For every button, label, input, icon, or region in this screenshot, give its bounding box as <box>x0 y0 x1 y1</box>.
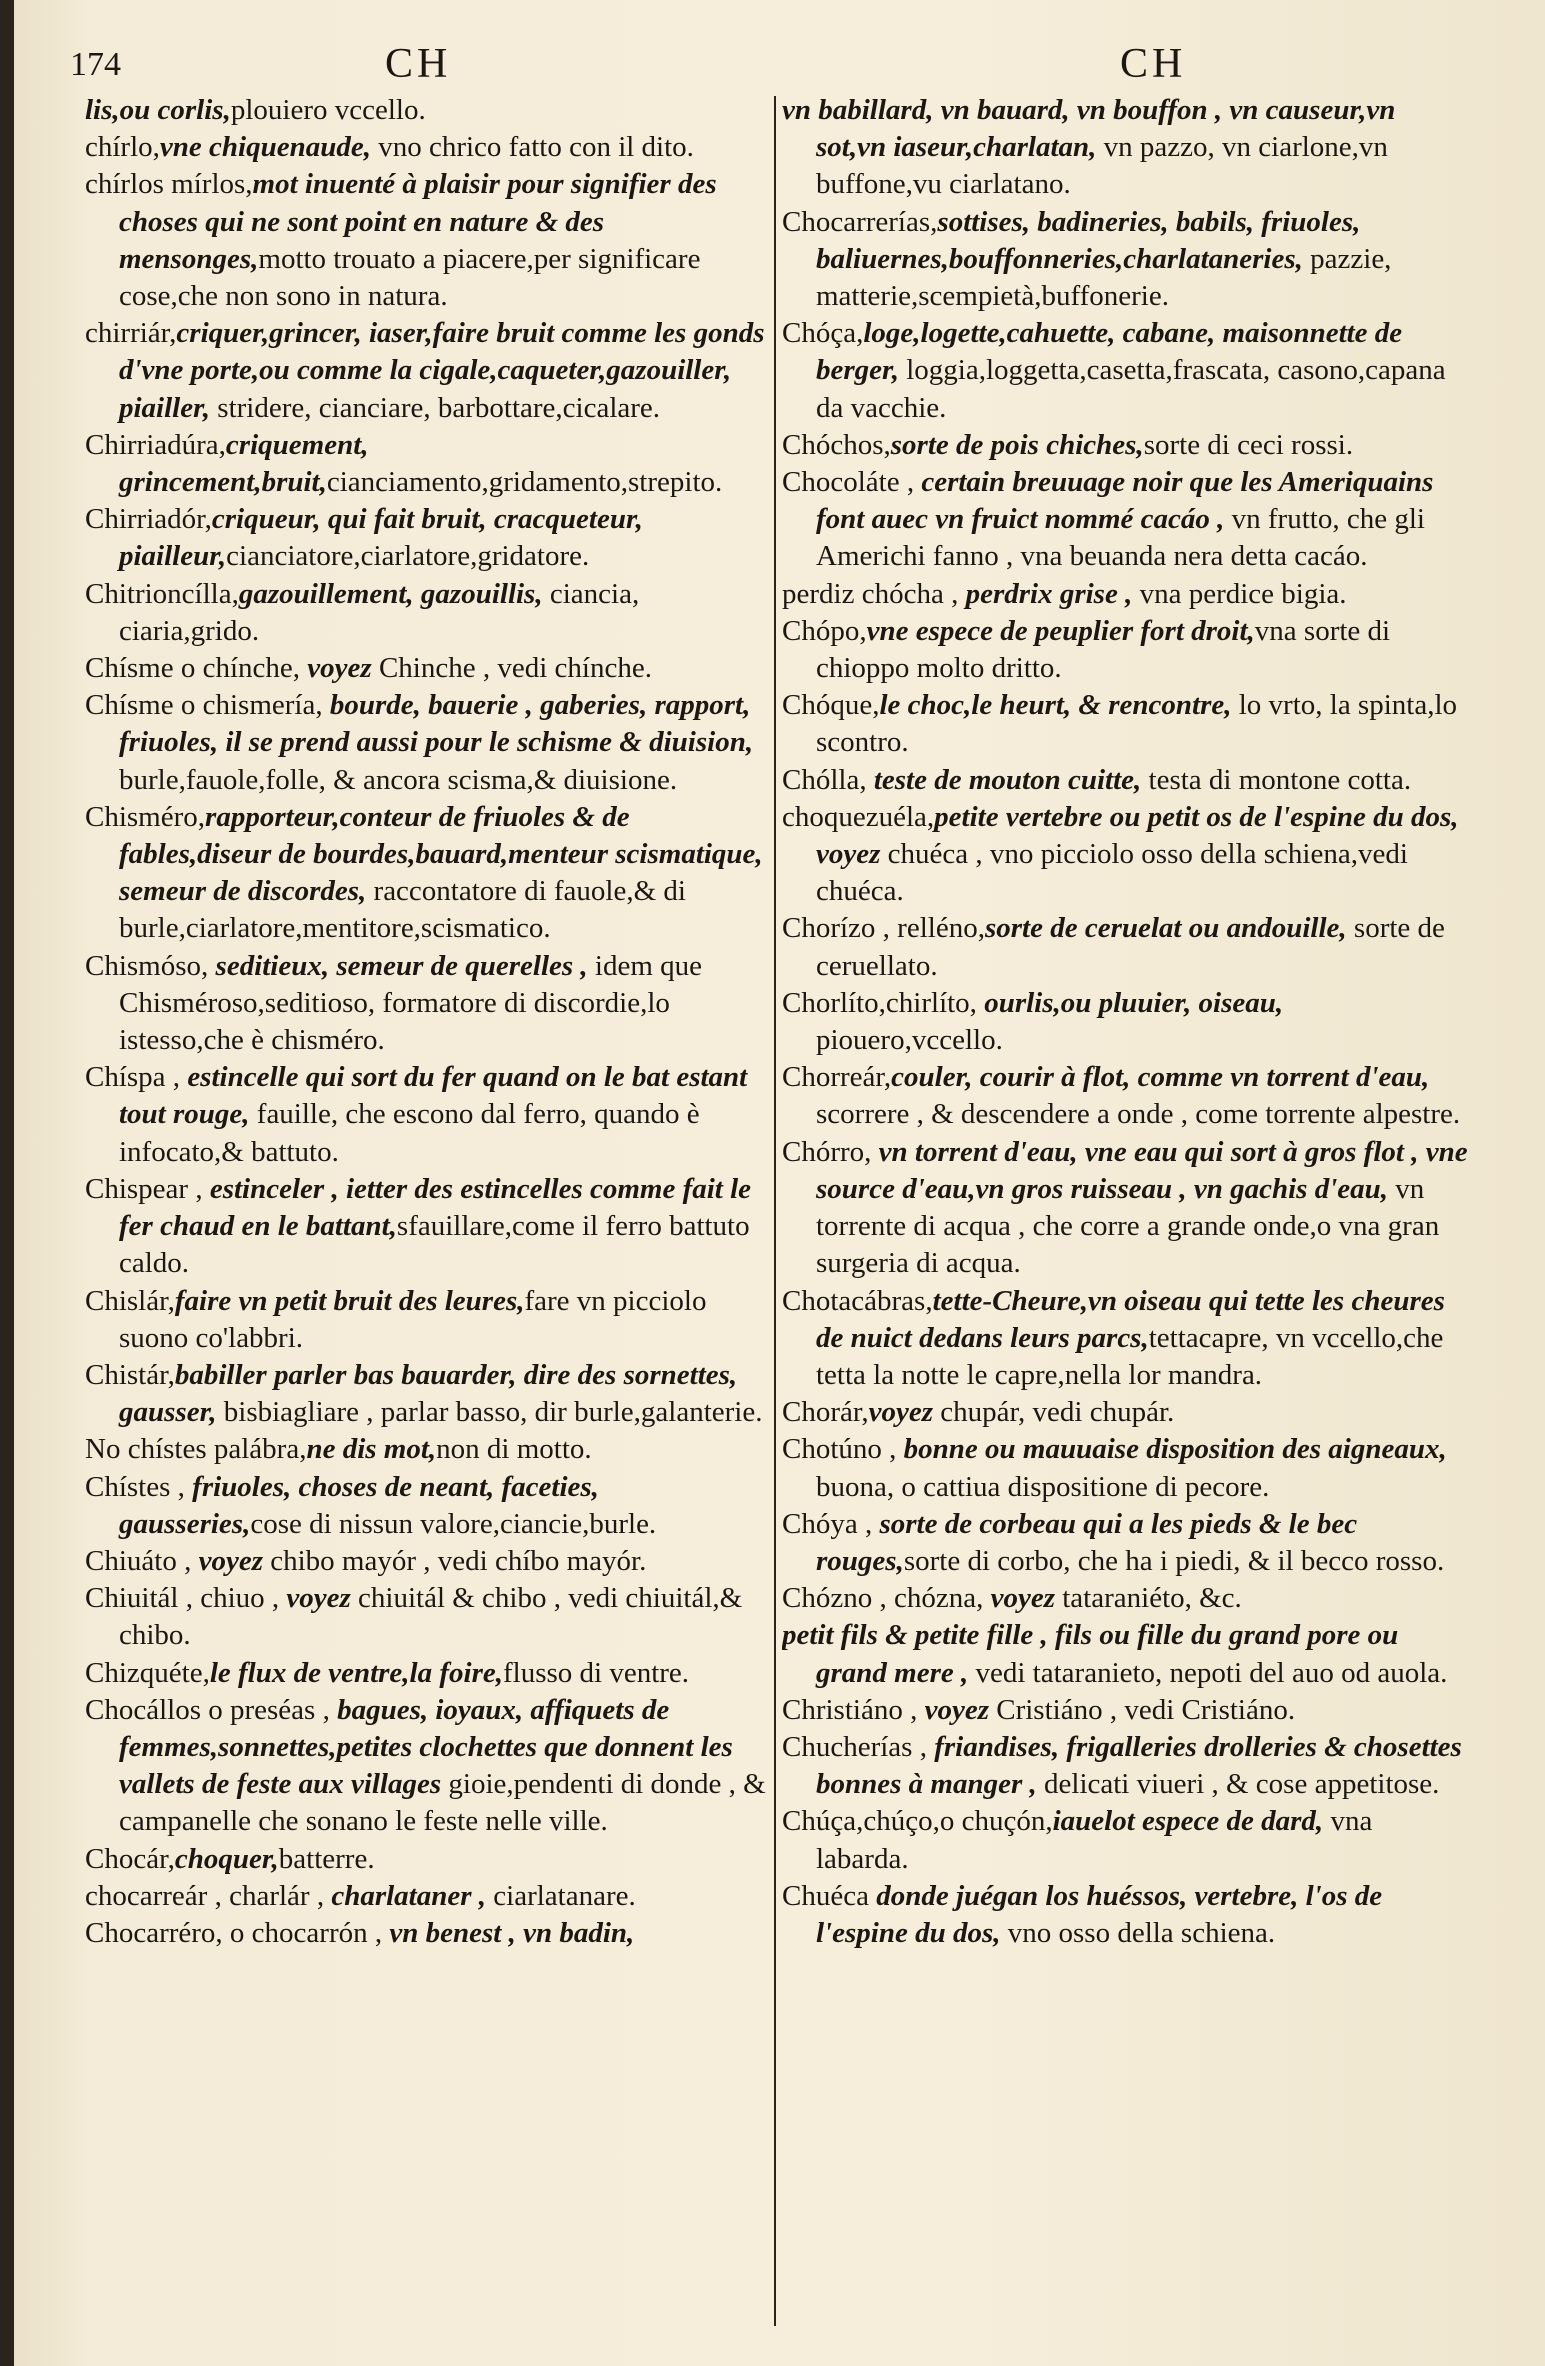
dictionary-entry <box>85 315 770 427</box>
entry-headword: Chitrioncílla, <box>85 577 239 610</box>
entry-headword: Chorlíto,chirlíto, <box>782 986 985 1019</box>
dictionary-entry <box>782 427 1472 464</box>
entry-italian-gloss: vno osso della schiena. <box>1000 1916 1276 1949</box>
entry-italian-gloss: delicati viueri , & cose appetitose. <box>1036 1768 1440 1801</box>
dictionary-entry <box>85 1580 770 1654</box>
dictionary-entry <box>782 1729 1472 1803</box>
dictionary-entry <box>782 1059 1472 1133</box>
entry-italian-gloss: vna perdice bigia. <box>1132 577 1347 610</box>
dictionary-entry <box>782 1134 1472 1283</box>
entry-headword: Chotúno , <box>782 1433 904 1466</box>
entry-french-gloss: iauelot espece de dard, <box>1052 1805 1324 1838</box>
entry-italian-gloss: pazzie, matterie,scempietà,buffonerie. <box>816 242 1392 313</box>
entry-french-gloss: voyez <box>307 652 372 685</box>
entry-headword: Chocár, <box>85 1842 175 1875</box>
entry-italian-gloss: fare vn picciolo suono co'labbri. <box>119 1284 707 1354</box>
entry-italian-gloss: gioie,pendenti di donde , & campanelle che sonano le feste nelle ville. <box>119 1768 766 1838</box>
left-column <box>85 92 770 2342</box>
entry-italian-gloss: tataraniéto, &c. <box>1055 1582 1242 1615</box>
dictionary-entry <box>85 1059 770 1171</box>
dictionary-entry <box>782 315 1472 427</box>
entry-headword: choquezuéla, <box>782 800 935 833</box>
entry-french-gloss: vne espece de peuplier fort droit, <box>866 614 1255 647</box>
entry-french-gloss: mot inuenté à plaisir pour signifier des choses qui ne sont point en nature & des mensonges, <box>119 168 717 275</box>
entry-headword: Chizquéte, <box>85 1656 210 1689</box>
entry-italian-gloss: plouiero vccello. <box>230 94 426 126</box>
entry-french-gloss: estinceler , ietter des estincelles comme fait le fer chaud en le battant, <box>119 1172 752 1243</box>
entry-french-gloss: voyez <box>990 1582 1055 1615</box>
entry-headword: Chiuáto , <box>85 1544 199 1577</box>
entry-french-gloss: voyez <box>924 1693 989 1726</box>
entry-french-gloss: rapporteur,conteur de friuoles & de fables,diseur de bourdes,bauard,menteur scismatique, semeur de discordes, <box>119 800 763 908</box>
dictionary-entry <box>782 1431 1472 1505</box>
dictionary-entry <box>85 1878 770 1915</box>
entry-italian-gloss: chiuitál & chibo , vedi chiuitál,& chibo. <box>119 1582 743 1652</box>
entry-headword: Chístes , <box>85 1470 193 1503</box>
entry-french-gloss: tette-Cheure,vn oiseau qui tette les cheures de nuict dedans leurs parcs, <box>816 1284 1445 1354</box>
entry-italian-gloss: piouero,vccello. <box>816 1024 1003 1057</box>
entry-italian-gloss: cose di nissun valore,ciancie,burle. <box>250 1507 657 1540</box>
entry-italian-gloss: sorte di corbo, che ha i piedi, & il becco rosso. <box>903 1544 1445 1577</box>
entry-headword: Chirriadúra, <box>85 428 226 461</box>
dictionary-entry <box>782 576 1472 613</box>
entry-italian-gloss: sfauillare,come il ferro battuto caldo. <box>119 1210 750 1280</box>
dictionary-entry <box>85 1357 770 1431</box>
dictionary-entry <box>782 613 1472 687</box>
dictionary-entry <box>782 762 1472 799</box>
entry-headword: Chislár, <box>85 1284 175 1317</box>
dictionary-entry <box>85 1543 770 1580</box>
entry-headword: Chíspa , <box>85 1061 188 1094</box>
entry-headword: Chisméro, <box>85 800 206 833</box>
dictionary-entry <box>85 1841 770 1878</box>
dictionary-entry <box>85 1692 770 1841</box>
entry-french-gloss: estincelle qui sort du fer quand on le bat estant tout rouge, <box>119 1061 748 1131</box>
entry-french-gloss: perdrix grise , <box>965 577 1133 610</box>
entry-french-gloss: charlataner , <box>331 1879 487 1912</box>
entry-headword: Chózno , chózna, <box>782 1582 991 1615</box>
left-running-head: CH <box>385 41 452 87</box>
entry-french-gloss: sorte de corbeau qui a les pieds & le bec rouges, <box>816 1507 1358 1577</box>
entry-headword: Chocarréro, o chocarrón , <box>85 1916 390 1949</box>
entry-french-gloss: ourlis,ou pluuier, oiseau, <box>984 986 1284 1019</box>
entry-headword: Chispear , <box>85 1172 210 1205</box>
dictionary-entry <box>782 92 1472 204</box>
entry-headword: chirriár, <box>85 317 177 350</box>
entry-french-gloss: faire vn petit bruit des leures, <box>174 1284 525 1317</box>
entry-headword: Chúça,chúço,o chuçón, <box>782 1805 1053 1838</box>
dictionary-entry <box>85 92 770 129</box>
dictionary-entry <box>85 427 770 501</box>
entry-headword: Chorreár, <box>782 1061 892 1094</box>
entry-italian-gloss: vn frutto, che gli Americhi fanno , vna beuanda nera detta cacáo. <box>816 503 1425 573</box>
entry-headword: chocarreár , charlár , <box>85 1879 332 1912</box>
entry-headword: Chuéca <box>782 1879 877 1912</box>
entry-french-gloss: criquement, grincement,bruit, <box>119 428 369 499</box>
entry-headword: Chorízo , relléno, <box>782 912 985 945</box>
entry-headword: Chólla, <box>782 763 874 796</box>
entry-italian-gloss: ciancia, ciaria,grido. <box>119 577 640 647</box>
entry-french-gloss: voyez <box>868 1396 934 1429</box>
entry-italian-gloss: sorte de ceruellato. <box>816 912 1445 982</box>
entry-italian-gloss: testa di montone cotta. <box>1141 763 1412 796</box>
entry-french-gloss: vn torrent d'eau, vne eau qui sort à gros flot , vne source d'eau,vn gros ruisseau , vn gachis d'eau, <box>816 1135 1468 1205</box>
dictionary-entry <box>782 687 1472 761</box>
entry-french-gloss: donde juégan los huéssos, vertebre, l'os de l'espine du dos, <box>816 1879 1383 1949</box>
entry-french-gloss: ne dis mot, <box>306 1433 437 1466</box>
entry-headword: Chísme o chínche, <box>85 652 308 685</box>
dictionary-entry <box>782 1394 1472 1431</box>
entry-french-gloss: couler, courir à flot, comme vn torrent d'eau, <box>891 1061 1430 1094</box>
entry-italian-gloss: tettacapre, vn vccello,che tetta la notte le capre,nella lor mandra. <box>816 1321 1444 1391</box>
dictionary-entry <box>85 1655 770 1692</box>
entry-italian-gloss: chibo mayór , vedi chíbo mayór. <box>263 1544 647 1577</box>
dictionary-entry <box>85 1431 770 1468</box>
entry-headword: No chístes palábra, <box>85 1433 307 1466</box>
entry-headword: chírlo, <box>85 131 160 164</box>
entry-french-gloss: lis,ou corlis, <box>85 94 231 126</box>
entry-french-gloss: gazouillement, gazouillis, <box>238 577 543 610</box>
dictionary-entry <box>782 1692 1472 1729</box>
entry-french-gloss: criqueur, qui fait bruit, cracqueteur, piailleur, <box>119 503 643 573</box>
dictionary-entry <box>85 1283 770 1357</box>
entry-headword: Chópo, <box>782 614 867 647</box>
entry-italian-gloss: idem que Chisméroso,seditioso, formatore di discordie,lo istesso,che è chisméro. <box>119 949 703 1057</box>
entry-italian-gloss: vn pazzo, vn ciarlone,vn buffone,vu ciarlatano. <box>816 131 1388 201</box>
entry-french-gloss: seditieux, semeur de querelles , <box>215 949 588 982</box>
entry-italian-gloss: vna labarda. <box>816 1805 1373 1875</box>
entry-french-gloss: voyez <box>198 1544 263 1577</box>
dictionary-entry <box>782 1580 1472 1617</box>
entry-french-gloss: teste de mouton cuitte, <box>873 763 1142 796</box>
dictionary-entry <box>85 501 770 575</box>
entry-french-gloss: sorte de ceruelat ou andouille, <box>984 912 1347 945</box>
entry-french-gloss: certain breuuage noir que les Ameriquains font auec vn fruict nommé cacáo , <box>816 466 1434 536</box>
entry-headword: chírlos mírlos, <box>85 168 253 201</box>
entry-italian-gloss: fauille, che escono dal ferro, quando è infocato,& battuto. <box>119 1098 700 1168</box>
entry-french-gloss: choquer, <box>174 1842 279 1875</box>
entry-italian-gloss: raccontatore di fauole,& di burle,ciarlatore,mentitore,scismatico. <box>119 875 686 945</box>
entry-french-gloss: bonne ou mauuaise disposition des aigneaux, <box>903 1433 1447 1466</box>
entry-italian-gloss: vn torrente di acqua , che corre a grande onde,o vna gran surgeria di acqua. <box>816 1172 1440 1280</box>
entry-headword: Chorár, <box>782 1396 869 1429</box>
entry-italian-gloss: scorrere , & descendere a onde , come torrente alpestre. <box>816 1098 1461 1131</box>
entry-italian-gloss: non di motto. <box>436 1433 592 1466</box>
running-header <box>70 40 1505 90</box>
entry-italian-gloss: vna sorte di chioppo molto dritto. <box>816 614 1391 685</box>
dictionary-entry <box>85 576 770 650</box>
entry-french-gloss: petite vertebre ou petit os de l'espine du dos, voyez <box>816 800 1459 871</box>
entry-italian-gloss: Chinche , vedi chínche. <box>371 652 652 685</box>
entry-italian-gloss: bisbiagliare , parlar basso, dir burle,galanterie. <box>216 1396 763 1429</box>
entry-headword: Chocállos o preséas , <box>85 1693 338 1726</box>
dictionary-entry <box>782 799 1472 911</box>
dictionary-entry <box>85 650 770 687</box>
entry-italian-gloss: cianciatore,ciarlatore,gridatore. <box>226 540 590 573</box>
entry-headword: Chóque, <box>782 689 880 722</box>
entry-headword: Christiáno , <box>782 1693 925 1726</box>
dictionary-entry <box>782 1283 1472 1395</box>
dictionary-entry <box>782 1878 1472 1952</box>
entry-italian-gloss: ciarlatanare. <box>486 1879 636 1912</box>
entry-french-gloss: friuoles, choses de neant, faceties, gausseries, <box>119 1470 599 1540</box>
entry-italian-gloss: chuéca , vno picciolo osso della schiena,vedi chuéca. <box>816 838 1408 908</box>
dictionary-entry <box>782 985 1472 1059</box>
entry-headword: Chóchos, <box>782 428 891 461</box>
entry-french-gloss: sottises, badineries, babils, friuoles, baliuernes,bouffonneries,charlataneries, <box>816 205 1361 275</box>
entry-headword: Chóya , <box>782 1507 880 1540</box>
entry-italian-gloss: batterre. <box>278 1842 375 1875</box>
dictionary-entry <box>782 1617 1472 1691</box>
entry-italian-gloss: vno chrico fatto con il dito. <box>370 131 694 164</box>
entry-french-gloss: le choc,le heurt, & rencontre, <box>879 689 1232 722</box>
entry-headword: Chocoláte , <box>782 466 922 499</box>
dictionary-entry <box>85 166 770 315</box>
page-number: 174 <box>70 46 121 83</box>
entry-italian-gloss: cianciamento,gridamento,strepito. <box>326 466 723 499</box>
dictionary-entry <box>85 129 770 166</box>
entry-italian-gloss: chupár, vedi chupár. <box>933 1396 1175 1429</box>
dictionary-entry <box>85 1171 770 1283</box>
entry-french-gloss: loge,logette,cahuette, cabane, maisonnette de berger, <box>816 317 1403 387</box>
right-running-head: CH <box>1120 41 1187 87</box>
dictionary-entry <box>782 1506 1472 1580</box>
entry-french-gloss: sorte de pois chiches, <box>890 428 1144 461</box>
entry-italian-gloss: stridere, cianciare, barbottare,cicalare. <box>210 391 661 424</box>
entry-headword: perdiz chócha , <box>782 577 966 610</box>
entry-french-gloss: voyez <box>286 1582 351 1615</box>
entry-italian-gloss: motto trouato a piacere,per significare cose,che non sono in natura. <box>119 242 701 313</box>
entry-headword: Chórro, <box>782 1135 879 1168</box>
entry-italian-gloss: flusso di ventre. <box>503 1656 690 1689</box>
entry-french-gloss: vn babillard, vn bauard, vn bouffon , vn causeur,vn sot,vn iaseur,charlatan, <box>782 94 1396 164</box>
entry-italian-gloss: loggia,loggetta,casetta,frascata, casono,capana da vacchie. <box>816 354 1446 424</box>
dictionary-entry <box>782 204 1472 316</box>
dictionary-entry <box>782 910 1472 984</box>
dictionary-entry <box>85 687 770 799</box>
entry-italian-gloss: lo vrto, la spinta,lo scontro. <box>816 689 1458 759</box>
dictionary-entry <box>782 1803 1472 1877</box>
dictionary-entry <box>85 799 770 948</box>
entry-italian-gloss: Cristiáno , vedi Cristiáno. <box>989 1693 1296 1726</box>
entry-italian-gloss: burle,fauole,folle, & ancora scisma,& diuisione. <box>119 763 678 796</box>
entry-french-gloss: petit fils & petite fille , fils ou fille du grand pore ou grand mere , <box>782 1619 1399 1689</box>
right-column <box>782 92 1472 2342</box>
entry-french-gloss: le flux de ventre,la foire, <box>209 1656 503 1689</box>
dictionary-entry <box>85 1915 770 1952</box>
column-divider <box>774 96 776 2326</box>
entry-headword: Chocarrerías, <box>782 205 938 238</box>
entry-italian-gloss: sorte di ceci rossi. <box>1143 428 1354 461</box>
entry-headword: Chistár, <box>85 1358 175 1391</box>
entry-headword: Chucherías , <box>782 1730 935 1763</box>
dictionary-entry <box>85 948 770 1060</box>
entry-french-gloss: babiller parler bas bauarder, dire des sornettes, gausser, <box>119 1358 738 1429</box>
entry-headword: Chiuitál , chiuo , <box>85 1582 287 1615</box>
entry-italian-gloss: buona, o cattiua dispositione di pecore. <box>816 1470 1270 1503</box>
entry-french-gloss: friandises, frigalleries drolleries & chosettes bonnes à manger , <box>816 1730 1462 1801</box>
entry-headword: Chotacábras, <box>782 1284 933 1317</box>
entry-french-gloss: bagues, ioyaux, affiquets de femmes,sonnettes,petites clochettes que donnent les vallets de feste aux villages <box>119 1693 733 1801</box>
entry-italian-gloss: vedi tataranieto, nepoti del auo od auola. <box>968 1656 1448 1689</box>
entry-headword: Chóça, <box>782 317 864 350</box>
entry-headword: Chirriadór, <box>85 503 212 536</box>
entry-french-gloss: vn benest , vn badin, <box>389 1916 635 1949</box>
entry-french-gloss: bourde, bauerie , gaberies, rapport, friuoles, il se prend aussi pour le schisme & diuision, <box>119 689 754 759</box>
entry-headword: Chismóso, <box>85 949 216 982</box>
dictionary-entry <box>782 464 1472 576</box>
entry-headword: Chísme o chismería, <box>85 689 330 722</box>
entry-french-gloss: vne chiquenaude, <box>159 131 371 164</box>
entry-french-gloss: criquer,grincer, iaser,faire bruit comme les gonds d'vne porte,ou comme la cigale,caqueter,gazouiller, piailler, <box>119 317 765 424</box>
dictionary-entry <box>85 1469 770 1543</box>
